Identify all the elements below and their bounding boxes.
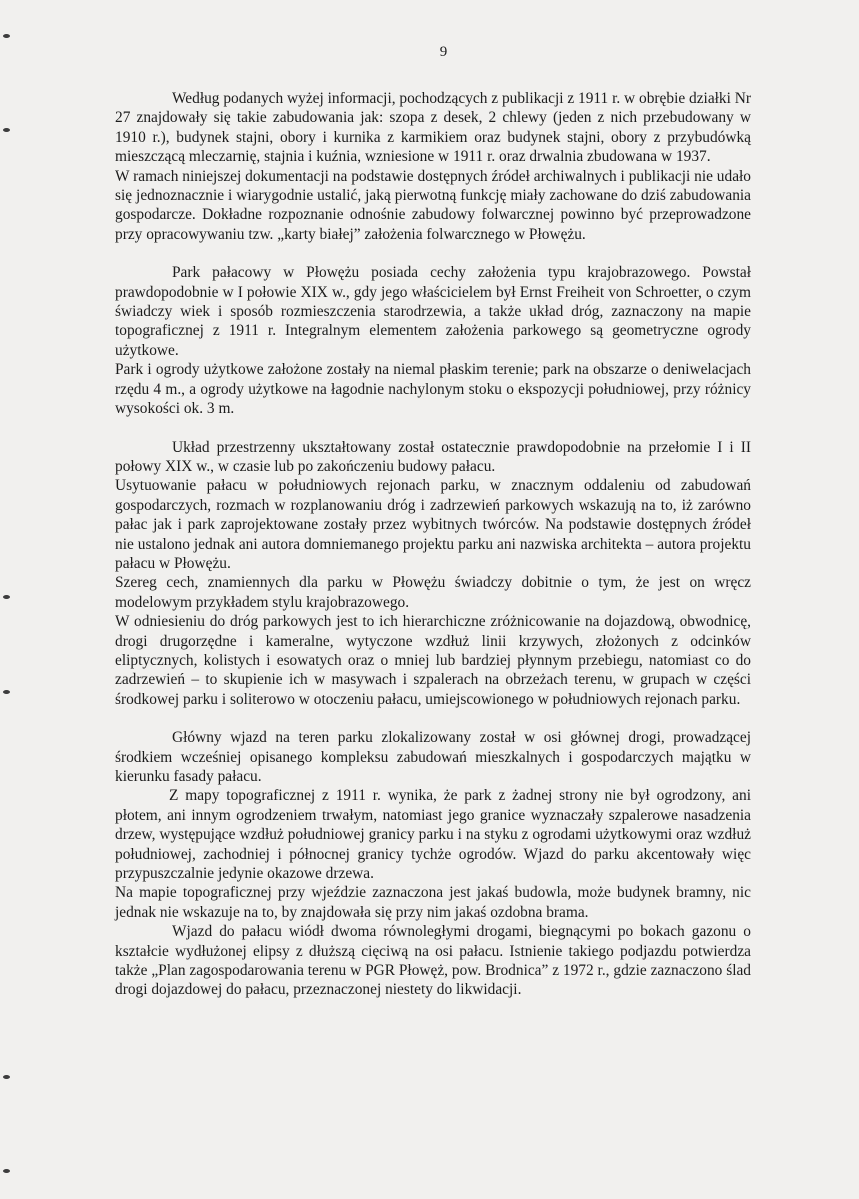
punch-hole (0, 689, 12, 695)
paragraph: Wjazd do pałacu wiódł dwoma równoległymi drogami, biegnącymi po bokach gazonu o kształcie wydłużonej elipsy z dłuższą cięciwą na osi pałacu. Istnienie takiego podjazdu potwierdza także „Plan zagospodarowania terenu w PGR Płowęż, pow. Brodnica” z 1972 r., gdzie zaznaczono ślad drogi dojazdowej do pałacu, przeznaczonej niestety do likwidacji. (115, 923, 751, 999)
punch-hole (0, 33, 12, 39)
paragraph: Na mapie topograficznej przy wjeździe zaznaczona jest jakaś budowla, może budynek bramny, nic jednak nie wskazuje na to, by znajdowała się przy nim jakaś ozdobna brama. (115, 884, 751, 921)
punch-hole (0, 1074, 12, 1080)
paragraph: Park pałacowy w Płowężu posiada cechy założenia typu krajobrazowego. Powstał prawdopodobnie w I połowie XIX w., gdy jego właścicielem był Ernst Freiheit von Schroetter, o czym świadczy wiek i sposób rozmieszczenia starodrzewia, a także układ dróg, zaznaczony na mapie topograficznej z 1911 r. Integralnym elementem założenia parkowego są geometryczne ogrody użytkowe. (115, 264, 751, 359)
punch-hole (0, 127, 12, 133)
paragraph: W odniesieniu do dróg parkowych jest to ich hierarchiczne zróżnicowanie na dojazdową, obwodnicę, drogi drugorzędne i kameralne, wytyczone wzdłuż linii krzywych, złożonych z odcinków eliptycznych, kolistych i esowatych oraz o mniej lub bardziej płynnym przebiegu, natomiast co do zadrzewień – to skupienie ich w masywach i szpalerach na obrzeżach terenu, w grupach w części środkowej parku i soliterowo w otoczeniu pałacu, umiejscowionego w południowych rejonach parku. (115, 613, 751, 708)
paragraph: Według podanych wyżej informacji, pochodzących z publikacji z 1911 r. w obrębie działki Nr 27 znajdowały się takie zabudowania jak: szopa z desek, 2 chlewy (jeden z nich przebudowany w 1910 r.), budynek stajni, obory i kurnika z karmikiem oraz budynek stajni, obory z przybudówką mieszczącą mleczarnię, stajnia i kuźnia, wzniesione w 1911 r. oraz drwalnia zbudowana w 1937. (115, 90, 751, 166)
punch-hole (0, 594, 12, 600)
paragraph: W ramach niniejszej dokumentacji na podstawie dostępnych źródeł archiwalnych i publikacji nie udało się jednoznacznie i wiarygodnie ustalić, jaką pierwotną funkcję miały zachowane do dziś zabudowania gospodarcze. Dokładne rozpoznanie odnośnie zabudowy folwarcznej powinno być przeprowadzone przy opracowywaniu tzw. „karty białej” założenia folwarcznego w Płowężu. (115, 167, 751, 243)
document-body (115, 89, 751, 1000)
paragraph: Główny wjazd na teren parku zlokalizowany został w osi głównej drogi, prowadzącej środkiem wcześniej opisanego kompleksu zabudowań mieszkalnych i gospodarczych majątku w kierunku fasady pałacu. (115, 729, 751, 785)
paragraph: Szereg cech, znamiennych dla parku w Płowężu świadczy dobitnie o tym, że jest on wręcz modelowym przykładem stylu krajobrazowego. (115, 574, 751, 611)
paragraph: Z mapy topograficznej z 1911 r. wynika, że park z żadnej strony nie był ogrodzony, ani płotem, ani innym ogrodzeniem trwałym, natomiast jego granice wyznaczały szpalerowe nasadzenia drzew, występujące wzdłuż południowej granicy parku i na styku z ogrodami użytkowymi oraz wzdłuż południowej, zachodniej i północnej granicy tychże ogrodów. Wjazd do parku akcentowały więc przypuszczalnie jedynie okazowe drzewa. (115, 787, 751, 883)
page-number: 9 (439, 44, 448, 60)
paragraph: Park i ogrody użytkowe założone zostały na niemal płaskim terenie; park na obszarze o deniwelacjach rzędu 4 m., a ogrody użytkowe na łagodnie nachylonym stoku o ekspozycji południowej, przy różnicy wysokości ok. 3 m. (115, 361, 751, 418)
paragraph: Usytuowanie pałacu w południowych rejonach parku, w znacznym oddaleniu od zabudowań gospodarczych, rozmach w rozplanowaniu dróg i zadrzewień parkowych wskazują na to, iż zarówno pałac jak i park zaprojektowane zostały przez wybitnych twórców. Na podstawie dostępnych źródeł nie ustalono jednak ani autora domniemanego projektu parku ani nazwiska architekta – autora projektu pałacu w Płowężu. (115, 477, 751, 572)
punch-hole (0, 1168, 12, 1174)
paragraph: Układ przestrzenny ukształtowany został ostatecznie prawdopodobnie na przełomie I i II połowy XIX w., w czasie lub po zakończeniu budowy pałacu. (115, 438, 751, 475)
